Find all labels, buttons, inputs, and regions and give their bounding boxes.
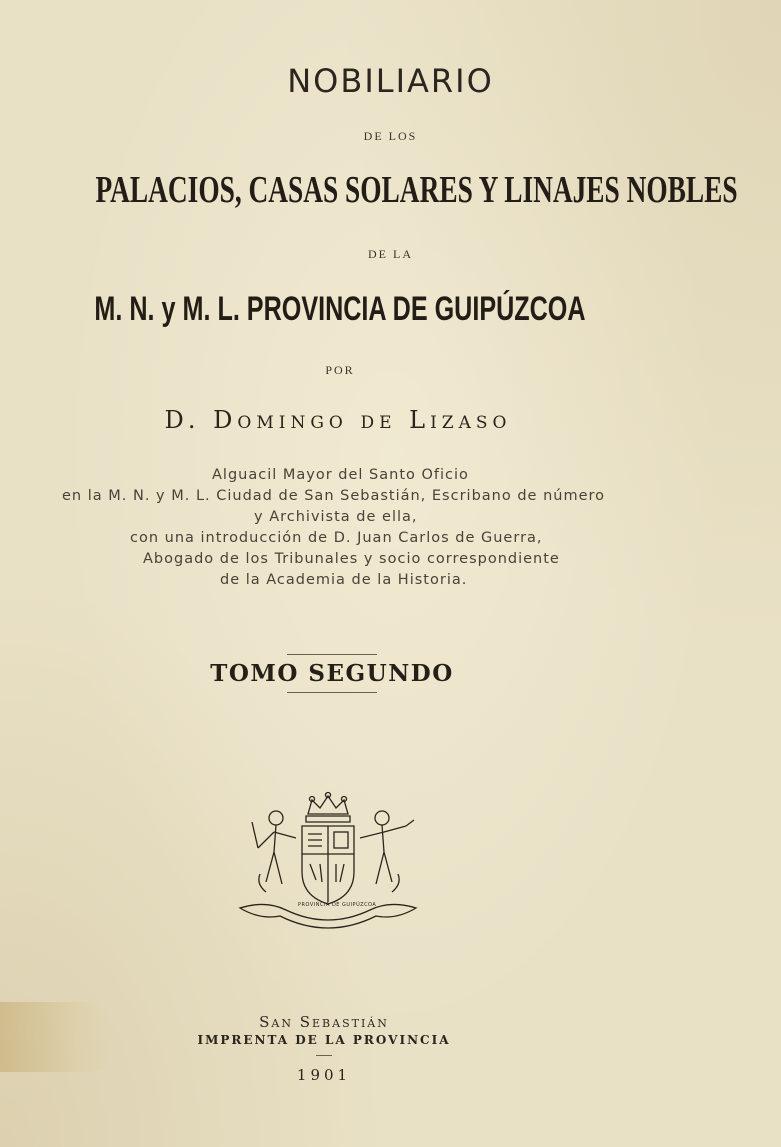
title-connector-de-los: DE LOS: [363, 129, 418, 143]
author-name: D. Domingo de Lizaso: [164, 406, 512, 434]
author-description-line: con una introducción de D. Juan Carlos de Guerra,: [130, 530, 543, 546]
author-description-line: Alguacil Mayor del Santo Oficio: [212, 467, 469, 483]
title-connector-de-la: DE LA: [368, 247, 413, 261]
imprint-divider: [316, 1055, 332, 1056]
title-province: M. N. y M. L. PROVINCIA DE GUIPÚZCOA: [94, 290, 586, 328]
author-description-line: en la M. N. y M. L. Ciudad de San Sebastián, Escribano de número: [62, 488, 606, 504]
paper-stain: [0, 1002, 112, 1072]
title-main: NOBILIARIO: [287, 62, 494, 100]
imprint-year: 1901: [296, 1066, 352, 1084]
imprint-printer: IMPRENTA DE LA PROVINCIA: [197, 1033, 451, 1047]
author-description-line: Abogado de los Tribunales y socio correspondiente: [143, 551, 560, 567]
volume-title: TOMO SEGUNDO: [210, 660, 454, 687]
title-subject: PALACIOS, CASAS SOLARES Y LINAJES NOBLES: [95, 169, 738, 211]
imprint-city: San Sebastián: [259, 1013, 389, 1031]
author-description-line: y Archivista de ella,: [254, 509, 418, 525]
author-por: POR: [325, 363, 355, 377]
crest-ribbon-text: PROVINCIA DE GUIPÚZCOA: [298, 902, 377, 908]
author-description-line: de la Academia de la Historia.: [220, 572, 468, 588]
divider-top: [287, 654, 377, 655]
divider-bottom: [287, 692, 377, 693]
coat-of-arms-icon: [236, 792, 420, 932]
